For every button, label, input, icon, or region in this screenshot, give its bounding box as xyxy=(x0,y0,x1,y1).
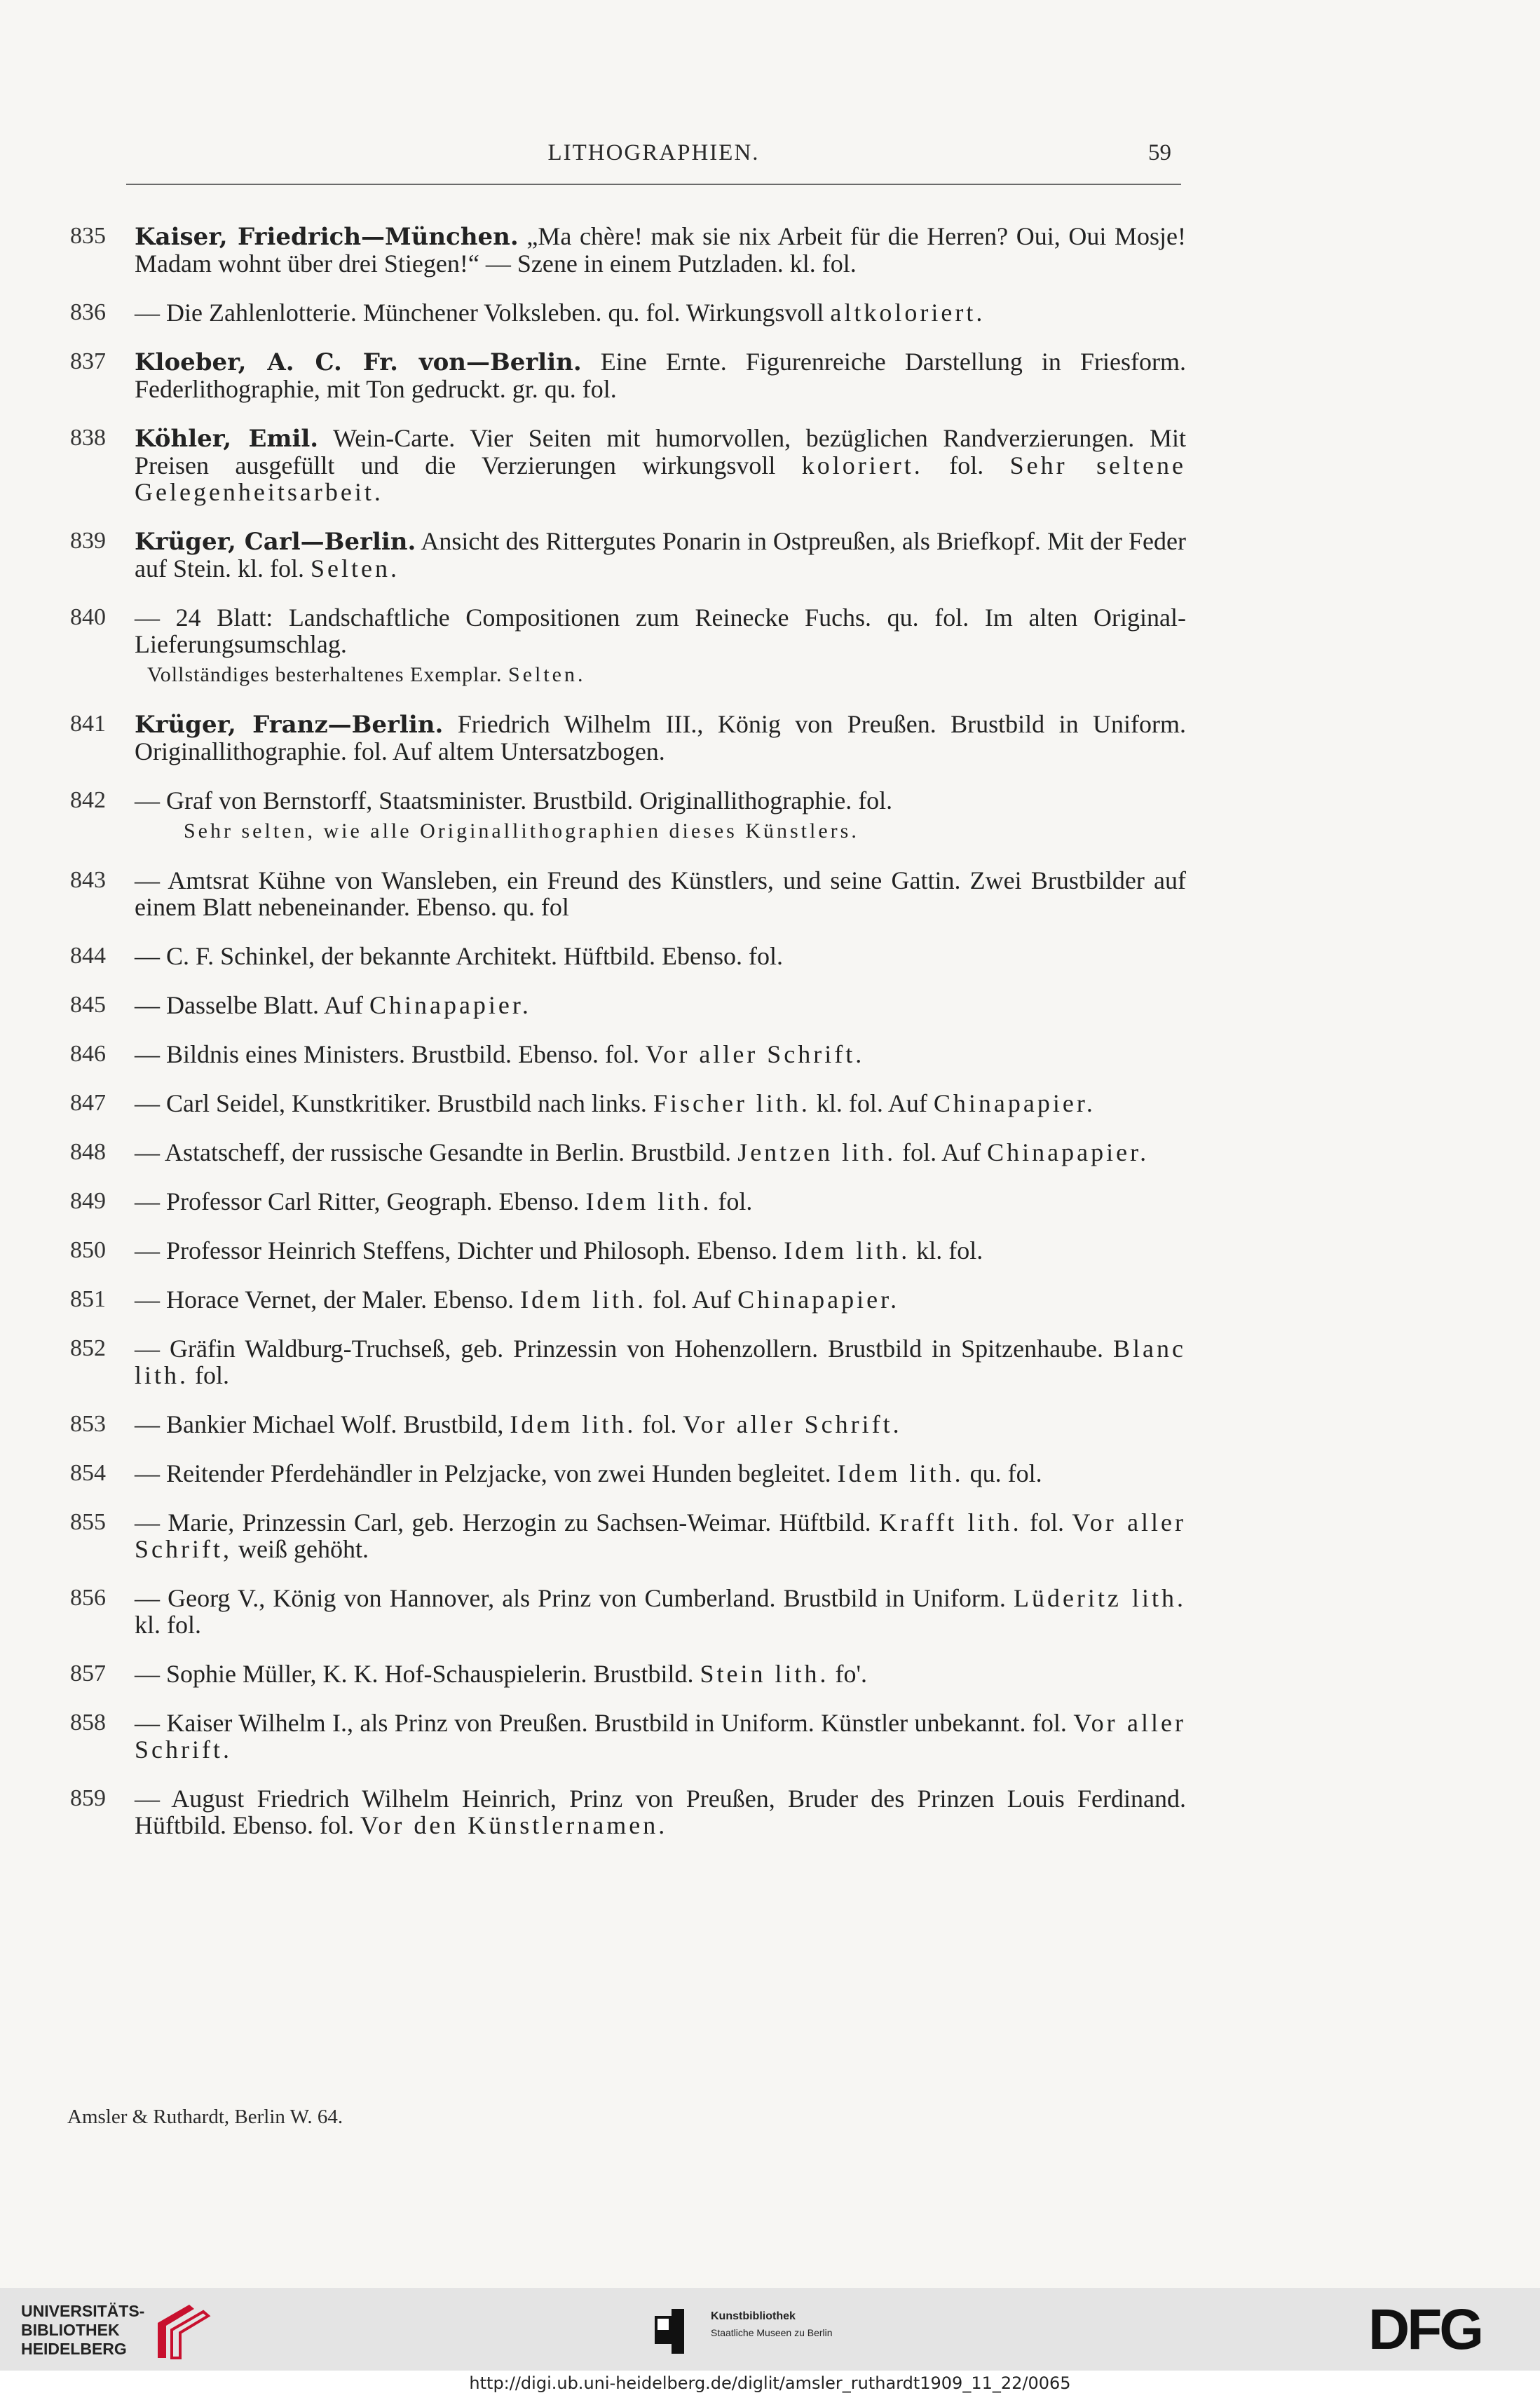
entry-spaced-text: Vor aller Schrift, xyxy=(135,1508,1187,1563)
catalog-entry xyxy=(70,299,1186,326)
entry-text: — Reitender Pferdehändler in Pelzjacke, von zwei Hunden begleitet. xyxy=(135,1459,831,1487)
entry-text: — Carl Seidel, Kunstkritiker. Brustbild nach links. xyxy=(135,1089,647,1117)
entry-author: Krüger, Franz—Berlin. xyxy=(135,711,444,739)
entry-spaced-text: Blanc lith. xyxy=(135,1335,1186,1389)
entry-number: 846 xyxy=(70,1041,106,1067)
running-title: LITHOGRAPHIEN. xyxy=(547,140,760,165)
entry-number: 835 xyxy=(70,223,106,249)
entry-number: 847 xyxy=(70,1090,106,1116)
catalog-entry xyxy=(70,1411,1186,1438)
entry-text: — August Friedrich Wilhelm Heinrich, Prinz von Preußen, Bruder des Prinzen Louis Ferdinand. Hüftbild. Ebenso. fol. xyxy=(135,1785,1186,1839)
entry-note xyxy=(135,818,1186,845)
entry-number: 858 xyxy=(70,1710,106,1736)
dfg-logo[interactable]: DFG xyxy=(1368,2298,1482,2361)
entry-author: Köhler, Emil. xyxy=(135,425,319,453)
catalog-entry xyxy=(70,1661,1186,1687)
entry-text: — Marie, Prinzessin Carl, geb. Herzogin zu Sachsen-Weimar. Hüftbild. xyxy=(135,1508,871,1536)
viewer-footer xyxy=(0,2288,1540,2400)
permalink-url[interactable]: http://digi.ub.uni-heidelberg.de/diglit/amsler_ruthardt1909_11_22/0065 xyxy=(469,2373,1071,2393)
entry-text: fol. Auf xyxy=(902,1138,981,1166)
entry-text: — Graf von Bernstorff, Staatsminister. Brustbild. Originallithographie. fol. xyxy=(135,786,893,814)
entry-spaced-text: Idem lith. xyxy=(585,1187,712,1215)
entry-number: 855 xyxy=(70,1509,106,1535)
catalog-entry xyxy=(70,943,1186,969)
entry-text: Eine Ernte. Figurenreiche Darstellung in Friesform. Federlithographie, mit Ton gedruckt. gr. qu. fol. xyxy=(135,348,1186,403)
entry-number: 841 xyxy=(70,711,106,737)
catalog-entry xyxy=(70,1286,1186,1313)
uni-logo-line: UNIVERSITÄTS- xyxy=(21,2302,145,2320)
entry-text: fol. xyxy=(1030,1508,1065,1536)
catalog-entry xyxy=(70,223,1186,277)
entry-note xyxy=(135,662,1186,688)
entry-text: Wein-Carte. Vier Seiten mit humorvollen, bezüglichen Randverzierungen. Mit Preisen ausgefüllt und die Verzierungen wirkungsvoll xyxy=(135,424,1186,479)
catalog-entry xyxy=(70,867,1186,920)
entry-spaced-text: Selten. xyxy=(310,554,400,582)
entry-text: — Professor Carl Ritter, Geograph. Ebenso. xyxy=(135,1187,580,1215)
entry-spaced-text: Vor den Künstlernamen. xyxy=(360,1811,668,1839)
entry-text: kl. fol. xyxy=(135,1611,201,1639)
entry-author: Krüger, Carl—Berlin. xyxy=(135,528,416,556)
entry-note-text: Sehr selten, wie alle Originallithographien dieses Künstlers. xyxy=(184,819,859,843)
page-header xyxy=(126,140,1181,185)
entry-spaced-text: Chinapapier. xyxy=(987,1138,1150,1166)
catalog-entry xyxy=(70,425,1186,505)
entry-author: Kaiser, Friedrich—München. xyxy=(135,223,519,251)
entry-text: fol. xyxy=(949,451,984,479)
entry-spaced-text: Idem lith. xyxy=(837,1459,964,1487)
catalog-entry xyxy=(70,1237,1186,1264)
catalog-entry xyxy=(70,992,1186,1018)
entry-text: kl. fol. xyxy=(916,1236,983,1264)
entry-number: 852 xyxy=(70,1335,106,1361)
catalog-entry xyxy=(70,1509,1186,1562)
entry-number: 843 xyxy=(70,867,106,893)
entry-text: — 24 Blatt: Landschaftliche Compositionen zum Reinecke Fuchs. qu. fol. Im alten Original-Lieferungsumschlag. xyxy=(135,604,1186,658)
entry-spaced-text: Sehr seltene Gelegenheitsarbeit. xyxy=(135,451,1187,506)
university-library-logo[interactable] xyxy=(21,2302,231,2361)
entry-text: fo'. xyxy=(835,1660,867,1688)
catalog-entry xyxy=(70,1041,1186,1068)
entry-text: — Gräfin Waldburg-Truchseß, geb. Prinzessin von Hohenzollern. Brustbild in Spitzenhaube. xyxy=(135,1335,1104,1363)
catalog-entry xyxy=(70,1090,1186,1117)
entry-number: 840 xyxy=(70,604,106,630)
entry-text: — C. F. Schinkel, der bekannte Architekt. Hüftbild. Ebenso. fol. xyxy=(135,942,783,970)
catalog-entry xyxy=(70,1585,1186,1638)
entry-text: — Amtsrat Kühne von Wansleben, ein Freund des Künstlers, und seine Gattin. Zwei Brustbilder auf einem Blatt nebeneinander. Ebenso. qu. fol xyxy=(135,866,1186,921)
entry-text: fol. xyxy=(195,1361,230,1389)
entry-text: qu. fol. xyxy=(969,1459,1042,1487)
entry-spaced-text: Krafft lith. xyxy=(879,1508,1022,1536)
kunstbibliothek-logo[interactable] xyxy=(655,2309,907,2358)
entry-number: 851 xyxy=(70,1286,106,1312)
entry-number: 859 xyxy=(70,1785,106,1811)
entry-text: kl. fol. Auf xyxy=(816,1089,927,1117)
catalog-entry xyxy=(70,1460,1186,1487)
entry-text: fol. xyxy=(642,1410,677,1438)
entry-spaced-text: Idem lith. xyxy=(784,1236,911,1264)
catalog-entries xyxy=(70,223,1186,1861)
entry-text: fol. Auf xyxy=(653,1286,732,1314)
entry-number: 850 xyxy=(70,1237,106,1263)
entry-number: 849 xyxy=(70,1188,106,1214)
entry-spaced-text: Jentzen lith. xyxy=(737,1138,897,1166)
entry-text: — Professor Heinrich Steffens, Dichter und Philosoph. Ebenso. xyxy=(135,1236,778,1264)
entry-number: 853 xyxy=(70,1411,106,1437)
entry-text: — Dasselbe Blatt. Auf xyxy=(135,991,363,1019)
catalog-entry xyxy=(70,528,1186,582)
uni-logo-line: HEIDELBERG xyxy=(21,2340,127,2358)
page-number: 59 xyxy=(1148,140,1171,165)
university-logo-text xyxy=(21,2302,144,2359)
entry-text: fol. xyxy=(718,1187,753,1215)
kunstbibliothek-icon xyxy=(655,2309,700,2354)
entry-text: „Ma chère! mak sie nix Arbeit für die Herren? Oui, Oui Mosje! Madam wohnt über drei Stiegen!“ — Szene in einem Putzladen. kl. fol. xyxy=(135,222,1186,278)
entry-spaced-text: Chinapapier. xyxy=(737,1286,900,1314)
entry-text: — Bildnis eines Ministers. Brustbild. Ebenso. fol. xyxy=(135,1040,639,1068)
catalog-entry xyxy=(70,1188,1186,1215)
entry-text: — Georg V., König von Hannover, als Prinz von Cumberland. Brustbild in Uniform. xyxy=(135,1584,1006,1612)
entry-number: 856 xyxy=(70,1585,106,1611)
entry-number: 845 xyxy=(70,992,106,1018)
catalog-entry xyxy=(70,348,1186,402)
entry-text: — Astatscheff, der russische Gesandte in Berlin. Brustbild. xyxy=(135,1138,732,1166)
entry-author: Kloeber, A. C. Fr. von—Berlin. xyxy=(135,348,582,376)
entry-number: 857 xyxy=(70,1661,106,1686)
entry-text: weiß gehöht. xyxy=(238,1535,369,1563)
entry-note-text: Vollständiges besterhaltenes Exemplar. xyxy=(147,663,503,686)
entry-spaced-text: Chinapapier. xyxy=(933,1089,1096,1117)
entry-spaced-text: koloriert. xyxy=(801,451,923,479)
entry-spaced-text: Vor aller Schrift. xyxy=(135,1709,1187,1764)
kunstbibliothek-title: Kunstbibliothek xyxy=(711,2310,796,2322)
catalog-entry xyxy=(70,1710,1186,1763)
catalog-entry xyxy=(70,711,1186,765)
entry-note-spaced: Selten. xyxy=(508,663,586,686)
entry-spaced-text: Lüderitz lith. xyxy=(1013,1584,1187,1612)
catalog-entry xyxy=(70,1139,1186,1166)
entry-number: 854 xyxy=(70,1460,106,1486)
entry-text: — Die Zahlenlotterie. Münchener Volksleben. qu. fol. Wirkungsvoll xyxy=(135,299,824,327)
entry-spaced-text: Stein lith. xyxy=(700,1660,829,1688)
entry-spaced-text: Idem lith. xyxy=(510,1410,636,1438)
uni-logo-line: BIBLIOTHEK xyxy=(21,2321,120,2339)
catalog-entry xyxy=(70,1785,1186,1839)
entry-number: 839 xyxy=(70,528,106,554)
entry-spaced-text: Vor aller Schrift. xyxy=(683,1410,902,1438)
catalog-entry xyxy=(70,787,1186,845)
entry-number: 844 xyxy=(70,943,106,969)
entry-number: 848 xyxy=(70,1139,106,1165)
entry-text: Friedrich Wilhelm III., König von Preußen. Brustbild in Uniform. Originallithographie. fol. Auf altem Untersatzbogen. xyxy=(135,710,1187,765)
entry-text: — Horace Vernet, der Maler. Ebenso. xyxy=(135,1286,515,1314)
kunstbibliothek-subtitle: Staatliche Museen zu Berlin xyxy=(711,2327,833,2338)
entry-spaced-text: Chinapapier. xyxy=(369,991,531,1019)
entry-text: — Kaiser Wilhelm I., als Prinz von Preußen. Brustbild in Uniform. Künstler unbekannt. fol. xyxy=(135,1709,1067,1737)
catalog-entry xyxy=(70,604,1186,688)
publisher-line: Amsler & Ruthardt, Berlin W. 64. xyxy=(67,2106,343,2128)
catalog-entry xyxy=(70,1335,1186,1389)
entry-spaced-text: Fischer lith. xyxy=(653,1089,810,1117)
entry-text: — Sophie Müller, K. K. Hof-Schauspielerin. Brustbild. xyxy=(135,1660,694,1688)
entry-number: 836 xyxy=(70,299,106,325)
entry-text: — Bankier Michael Wolf. Brustbild, xyxy=(135,1410,504,1438)
entry-number: 838 xyxy=(70,425,106,451)
entry-number: 842 xyxy=(70,787,106,813)
university-mark-icon xyxy=(151,2302,221,2361)
entry-number: 837 xyxy=(70,348,106,374)
entry-spaced-text: altkoloriert. xyxy=(830,299,986,327)
entry-spaced-text: Idem lith. xyxy=(520,1286,647,1314)
entry-spaced-text: Vor aller Schrift. xyxy=(645,1040,865,1068)
kunstbibliothek-text xyxy=(711,2310,833,2338)
entry-text: Ansicht des Rittergutes Ponarin in Ostpreußen, als Briefkopf. Mit der Feder auf Stein. kl. fol. xyxy=(135,527,1186,582)
